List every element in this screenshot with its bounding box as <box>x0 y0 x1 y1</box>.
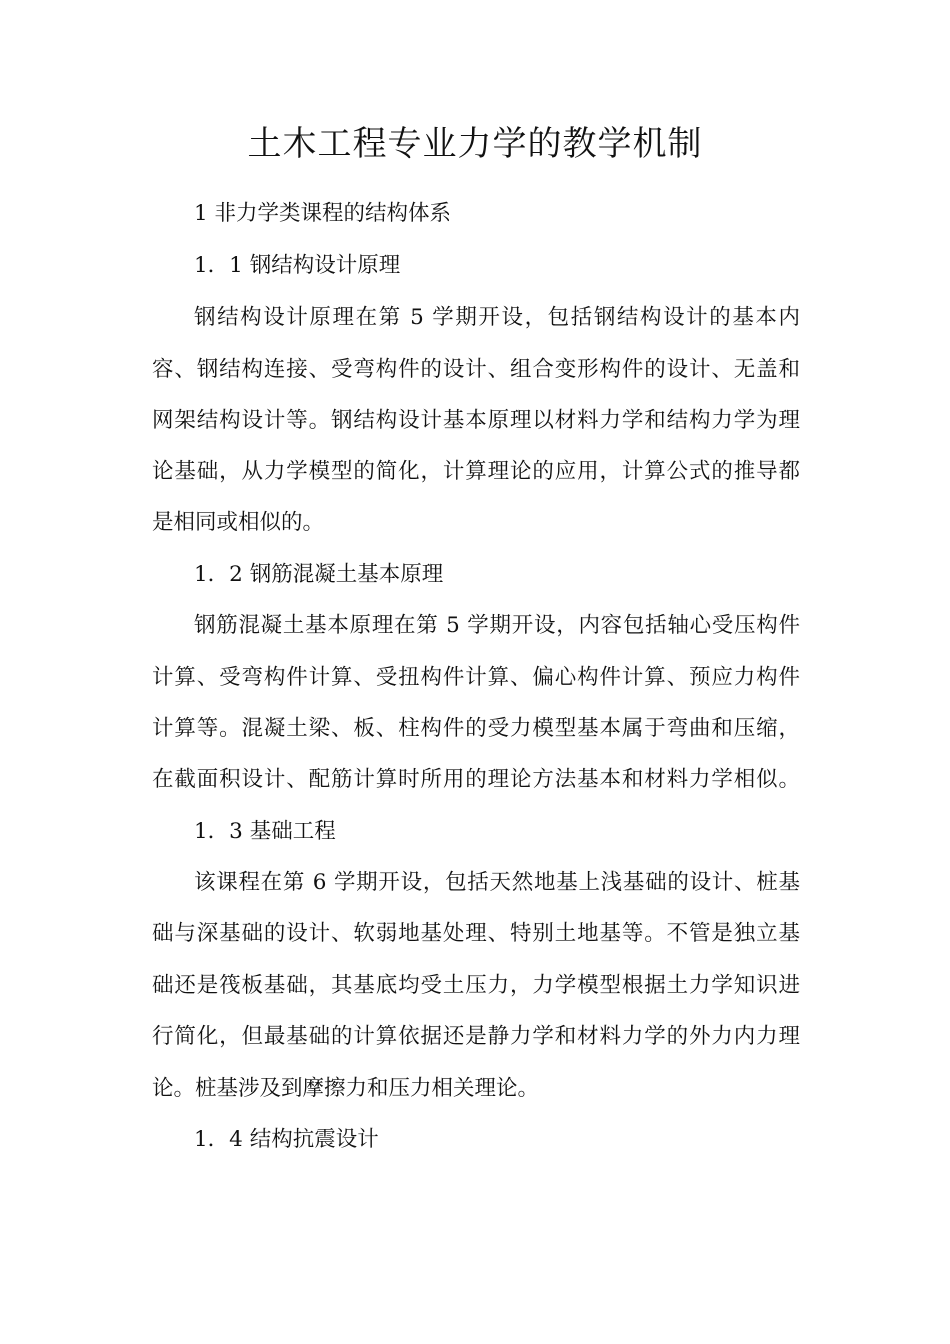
document-title: 土木工程专业力学的教学机制 <box>247 124 703 164</box>
section-1-3-line: 础与深基础的设计、软弱地基处理、特别土地基等。不管是独立基 <box>152 921 800 946</box>
section-1-4-heading: 1．4 结构抗震设计 <box>194 1127 379 1152</box>
section-1-2-line: 计算等。混凝土梁、板、柱构件的受力模型基本属于弯曲和压缩， <box>152 716 800 741</box>
section-1-2-line: 钢筋混凝土基本原理在第 5 学期开设，内容包括轴心受压构件 <box>194 613 800 638</box>
section-1-3-line: 该课程在第 6 学期开设，包括天然地基上浅基础的设计、桩基 <box>194 870 800 895</box>
section-1-3-heading: 1．3 基础工程 <box>194 819 336 844</box>
section-1-3-line: 础还是筏板基础，其基底均受土压力，力学模型根据土力学知识进 <box>152 973 800 998</box>
section-1-2-heading: 1．2 钢筋混凝土基本原理 <box>194 562 444 587</box>
section-1-1-line: 容、钢结构连接、受弯构件的设计、组合变形构件的设计、无盖和 <box>152 357 800 382</box>
section-1-2-line: 计算、受弯构件计算、受扭构件计算、偏心构件计算、预应力构件 <box>152 665 800 690</box>
section-1-1-heading: 1．1 钢结构设计原理 <box>194 253 401 278</box>
section-1-3-line: 行简化，但最基础的计算依据还是静力学和材料力学的外力内力理 <box>152 1024 800 1049</box>
section-1-2-line: 在截面积设计、配筋计算时所用的理论方法基本和材料力学相似。 <box>152 767 800 792</box>
section-1-1-line: 是相同或相似的。 <box>152 510 325 535</box>
section-1-1-line: 论基础，从力学模型的简化，计算理论的应用，计算公式的推导都 <box>152 459 800 484</box>
heading-1: 1 非力学类课程的结构体系 <box>194 201 452 226</box>
section-1-1-line: 网架结构设计等。钢结构设计基本原理以材料力学和结构力学为理 <box>152 408 800 433</box>
section-1-1-line: 钢结构设计原理在第 5 学期开设，包括钢结构设计的基本内 <box>194 305 800 330</box>
section-1-3-line: 论。桩基涉及到摩擦力和压力相关理论。 <box>152 1076 540 1101</box>
